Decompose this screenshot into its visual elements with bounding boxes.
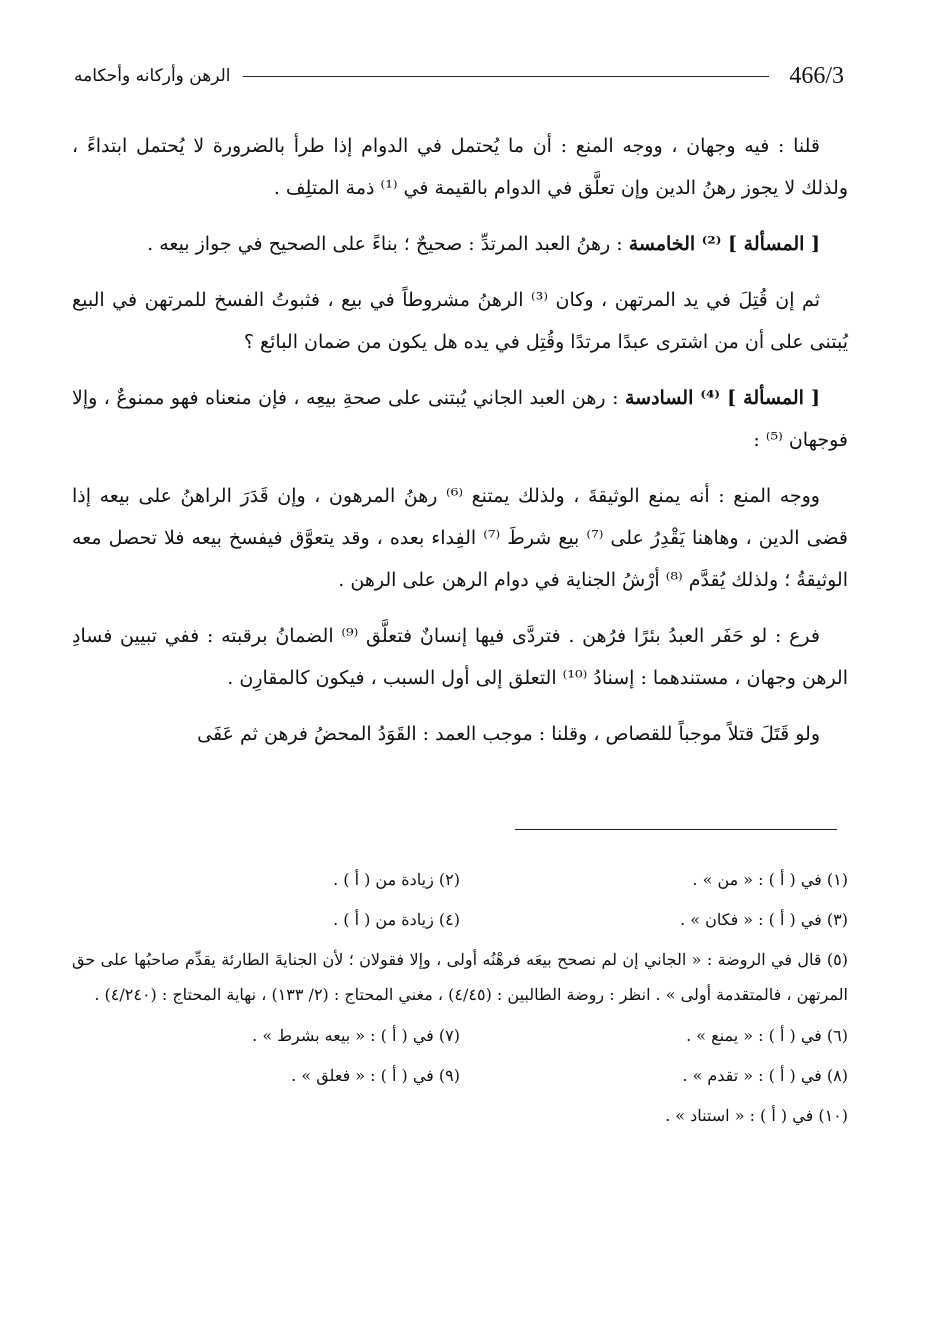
running-title: الرهن وأركانه وأحكامه [74, 66, 231, 86]
paragraph-4-text: : رهن العبد الجاني يُبتنى على صحةِ بيعِه ، فإن منعناه فهو ممنوعٌ ، وإلا فوجهان ⁽⁵⁾ : [72, 387, 848, 451]
footnote-4: (٤) زيادة من ( أ ) . [333, 910, 460, 929]
paragraph-7: ولو قَتَلَ قتلاً موجباً للقصاص ، وقلنا : موجب العمد : القَوَدُ المحضُ فرهن ثم عَفَى [197, 723, 820, 745]
header-rule [243, 76, 770, 77]
footnote-row [72, 902, 848, 938]
footnote-2: (٢) زيادة من ( أ ) . [333, 870, 460, 889]
page-reference: 466/3 [789, 62, 844, 89]
footnote-row [72, 1058, 848, 1094]
footnote-10: (١٠) في ( أ ) : « استناد » . [665, 1106, 848, 1125]
footnote-1: (١) في ( أ ) : « من » . [692, 870, 848, 889]
footnote-6: (٦) في ( أ ) : « يمنع » . [686, 1026, 848, 1045]
paragraph-6: فرع : لو حَفَر العبدُ بئرًا فرُهن . فتردَّى فيها إنسانٌ فتعلَّق ⁽⁹⁾ الضمانُ برقبته : ففي تبيين فسادِ الرهن وجهان ، مستندهما : إسنادُ ⁽¹⁰⁾ التعلق إلى أول السبب ، فيكون كالمقارِن . [72, 625, 848, 689]
paragraph-2 [72, 223, 848, 265]
running-header [74, 56, 844, 96]
footnote-row [72, 1098, 848, 1134]
footnote-5: (٥) قال في الروضة : « الجاني إن لم نصحح بيعَه فرهْنُه أولى ، وإلا فقولان ؛ لأن الجنايةَ الطارئة يقدِّم صاحبُها على حق المرتهن ، فالمتقدمة أولى » . انظر : روضة الطالبين : (٤/٤٥) ، مغني المحتاج : (٢/ ١٣٣) ، نهاية المحتاج : (٤/٢٤٠) . [72, 950, 848, 1004]
issue-heading-fifth: [ المسألة ] ⁽²⁾ الخامسة [628, 233, 820, 255]
paragraph-1: قلنا : فيه وجهان ، ووجه المنع : أن ما يُحتمل في الدوام إذا طرأ بالضرورة لا يُحتمل ابتداءً ، ولذلك لا يجوز رهنُ الدين وإن تعلَّق في الدوام بالقيمة في ⁽¹⁾ ذمة المتلِف . [72, 135, 848, 199]
footnote-7: (٧) في ( أ ) : « بيعه بشرط » . [252, 1026, 460, 1045]
footnote-separator [515, 829, 837, 830]
paragraph-4 [72, 377, 848, 461]
footnote-3: (٣) في ( أ ) : « فكان » . [680, 910, 848, 929]
footnote-8: (٨) في ( أ ) : « تقدم » . [682, 1066, 848, 1085]
footnote-9: (٩) في ( أ ) : « فعلق » . [291, 1066, 460, 1085]
paragraph-2-text: : رهنُ العبد المرتدِّ : صحيحٌ ؛ بناءً على الصحيح في جواز بيعه . [147, 233, 629, 255]
issue-heading-sixth: [ المسألة ] ⁽⁴⁾ السادسة [624, 387, 821, 409]
paragraph-5: ووجه المنع : أنه يمنع الوثيقةَ ، ولذلك يمتنع ⁽⁶⁾ رهنُ المرهون ، وإن قَدَرَ الراهنُ على بيعه إذا قضى الدين ، وهاهنا يَقْدِرُ على ⁽⁷⁾ بيع شرطَ ⁽⁷⁾ الفِداء بعده ، وقد يتعوَّق فيفسخ بيعه فلا تحصل معه الوثيقةُ ؛ ولذلك يُقدَّم ⁽⁸⁾ أرْشُ الجناية في دوام الرهن على الرهن . [72, 485, 848, 591]
main-text [72, 125, 848, 769]
footnote-row [72, 862, 848, 898]
paragraph-3: ثم إن قُتِلَ في يد المرتهن ، وكان ⁽³⁾ الرهنُ مشروطاً في بيع ، فثبوتُ الفسخ للمرتهن في البيع يُبتنى على أن من اشترى عبدًا مرتدًا وقُتِل في يده هل يكون من ضمان البائع ؟ [72, 289, 848, 353]
footnote-row [72, 1018, 848, 1054]
footnotes [72, 862, 848, 1138]
